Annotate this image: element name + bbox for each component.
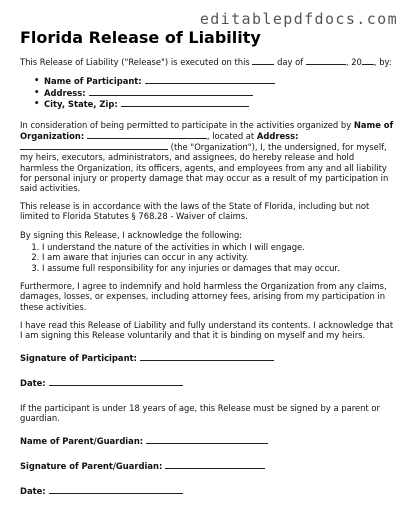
parent-name-blank[interactable] bbox=[146, 435, 268, 444]
indemnify-paragraph: Furthermore, I agree to indemnify and hold harmless the Organization from any claims, damages, losses, or expenses, including attorney fees, arising from my participation in these activities. bbox=[20, 281, 387, 312]
acknowledgement-item: 3. I assume full responsibility for any injuries or damages that may occur. bbox=[42, 263, 394, 274]
acknowledgement-item: 1. I understand the nature of the activities in which I will engage. bbox=[42, 242, 394, 253]
participant-name-item bbox=[34, 75, 394, 87]
consideration-paragraph bbox=[20, 120, 394, 193]
participant-signature-label: Signature of Participant: bbox=[20, 353, 140, 364]
participant-address-blank[interactable] bbox=[89, 87, 253, 96]
document-title: Florida Release of Liability bbox=[20, 28, 261, 47]
intro-text-3: , 20 bbox=[345, 57, 362, 67]
parent-signature-blank[interactable] bbox=[165, 460, 265, 469]
participant-address-item bbox=[34, 87, 394, 99]
participant-name-label: Name of Participant: bbox=[44, 76, 145, 87]
parent-date-blank[interactable] bbox=[49, 485, 183, 494]
organization-address-blank[interactable] bbox=[20, 141, 168, 150]
participant-name-blank[interactable] bbox=[145, 75, 275, 84]
participant-signature-blank[interactable] bbox=[140, 352, 274, 361]
parent-date-line bbox=[20, 485, 394, 496]
intro-paragraph bbox=[20, 56, 394, 67]
read-paragraph: I have read this Release of Liability and fully understand its contents. I acknowledge that I am signing this Release voluntarily and that it is binding on myself and my heirs. bbox=[20, 319, 394, 341]
acknowledgement-item: 2. I am aware that injuries can occur in any activity. bbox=[42, 252, 394, 263]
consideration-text-1: In consideration of being permitted to participate in the activities organized by bbox=[20, 119, 354, 130]
parent-name-label: Name of Parent/Guardian: bbox=[20, 436, 147, 447]
intro-text-1: This Release of Liability ("Release") is executed on this bbox=[20, 57, 253, 67]
participant-date-blank[interactable] bbox=[49, 377, 183, 386]
participant-date-line bbox=[20, 377, 394, 388]
organization-address-label: Address: bbox=[256, 130, 299, 141]
consideration-text-2: , located at bbox=[206, 130, 257, 141]
intro-text-4: , by: bbox=[373, 57, 392, 67]
organization-name-blank[interactable] bbox=[87, 130, 207, 139]
minor-paragraph: If the participant is under 18 years of age, this Release must be signed by a parent or guardian. bbox=[20, 402, 380, 423]
consideration-text-3: (the "Organization"), I, the undersigned, for myself, my heirs, executors, administrators, and assignees, do hereby release and hold harmless the Organization, its officers, agents, and employees from any and all liability for personal injury or property damage that may occur as a result of my participation in said activities. bbox=[20, 142, 389, 193]
participant-fields bbox=[20, 75, 394, 110]
acknowledgement-list bbox=[20, 242, 394, 274]
document-body bbox=[20, 56, 394, 511]
intro-text-2: day of bbox=[274, 57, 306, 67]
day-blank[interactable] bbox=[252, 56, 274, 65]
law-paragraph: This release is in accordance with the laws of the State of Florida, including but not limited to Florida Statutes § 768.28 - Waiver of claims. bbox=[20, 201, 370, 222]
participant-signature-line bbox=[20, 352, 394, 363]
parent-date-label: Date: bbox=[20, 486, 49, 497]
month-blank[interactable] bbox=[306, 56, 346, 65]
parent-name-line bbox=[20, 435, 394, 446]
acknowledge-intro: By signing this Release, I acknowledge the following: bbox=[20, 229, 243, 240]
organization-name-label: Name of Organization: bbox=[20, 119, 394, 141]
participant-address-label: Address: bbox=[44, 87, 89, 98]
year-blank[interactable] bbox=[362, 56, 374, 65]
participant-city-label: City, State, Zip: bbox=[44, 99, 121, 110]
parent-signature-line bbox=[20, 460, 394, 471]
participant-city-blank[interactable] bbox=[121, 98, 249, 107]
participant-city-item bbox=[34, 98, 394, 110]
participant-date-label: Date: bbox=[20, 378, 49, 389]
parent-signature-label: Signature of Parent/Guardian: bbox=[20, 461, 166, 472]
watermark: editablepdfdocs.com bbox=[199, 10, 398, 28]
